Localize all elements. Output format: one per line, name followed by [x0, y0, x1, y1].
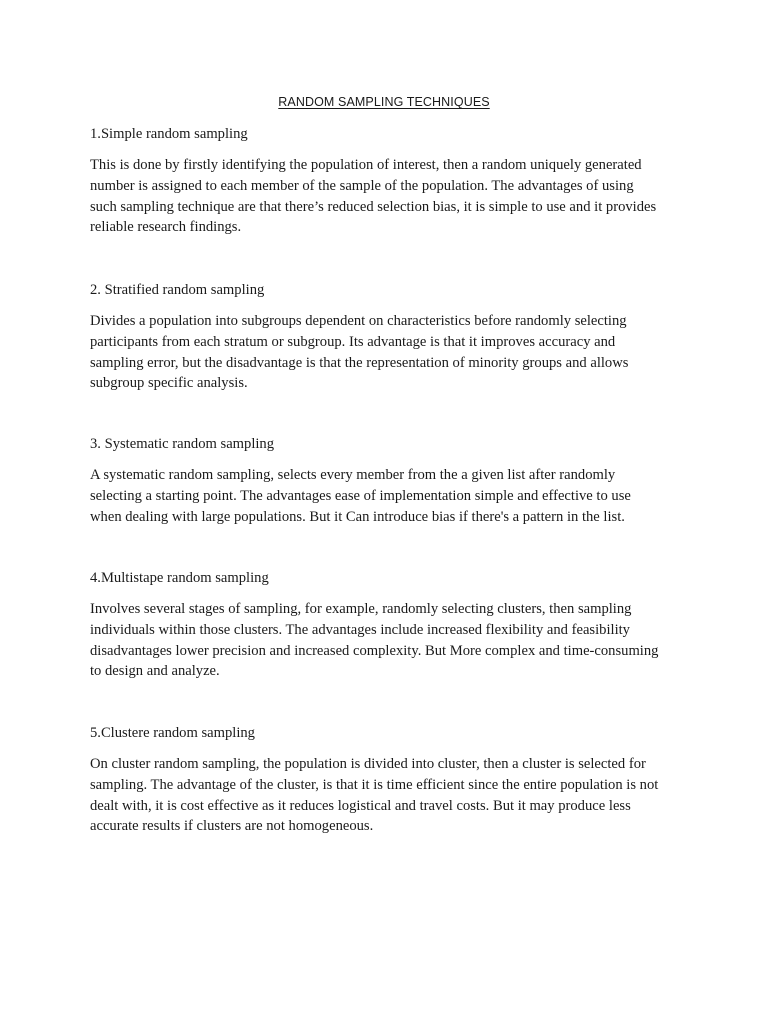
section-heading: 2. Stratified random sampling	[90, 282, 265, 298]
section-heading: 3. Systematic random sampling	[90, 436, 275, 452]
section-heading: 5.Clustere random sampling	[90, 725, 255, 741]
section-heading: 1.Simple random sampling	[90, 126, 248, 142]
section-multistape-random-sampling	[90, 568, 690, 682]
document-title: RANDOM SAMPLING TECHNIQUES	[278, 95, 490, 109]
section-simple-random-sampling	[90, 124, 690, 238]
section-paragraph: Involves several stages of sampling, for example, randomly selecting clusters, then sampling individuals within those clusters. The advantages include increased flexibility and feasibility disadvantages lower precision and increased complexity. But More complex and time-consuming to design and analyze.	[90, 601, 659, 680]
section-systematic-random-sampling	[90, 434, 690, 527]
section-paragraph: On cluster random sampling, the population is divided into cluster, then a cluster is selected for sampling. The advantage of the cluster, is that it is time efficient since the entire population is not dealt with, it is cost effective as it reduces logistical and travel costs. But it may produce less accurate results if clusters are not homogeneous.	[90, 756, 659, 835]
section-clustere-random-sampling	[90, 723, 690, 837]
section-paragraph: This is done by firstly identifying the population of interest, then a random uniquely generated number is assigned to each member of the sample of the population. The advantages of using such sampling technique are that there’s reduced selection bias, it is simple to use and it provides reliable research findings.	[90, 157, 657, 236]
section-paragraph: Divides a population into subgroups dependent on characteristics before randomly selecting participants from each stratum or subgroup. Its advantage is that it improves accuracy and sampling error, but the disadvantage is that the representation of minority groups and allows subgroup specific analysis.	[90, 313, 629, 392]
section-stratified-random-sampling	[90, 280, 690, 394]
section-paragraph: A systematic random sampling, selects every member from the a given list after randomly selecting a starting point. The advantages ease of implementation simple and effective to use when dealing with large populations. But it Can introduce bias if there's a pattern in the list.	[90, 467, 631, 525]
section-heading: 4.Multistape random sampling	[90, 570, 269, 586]
